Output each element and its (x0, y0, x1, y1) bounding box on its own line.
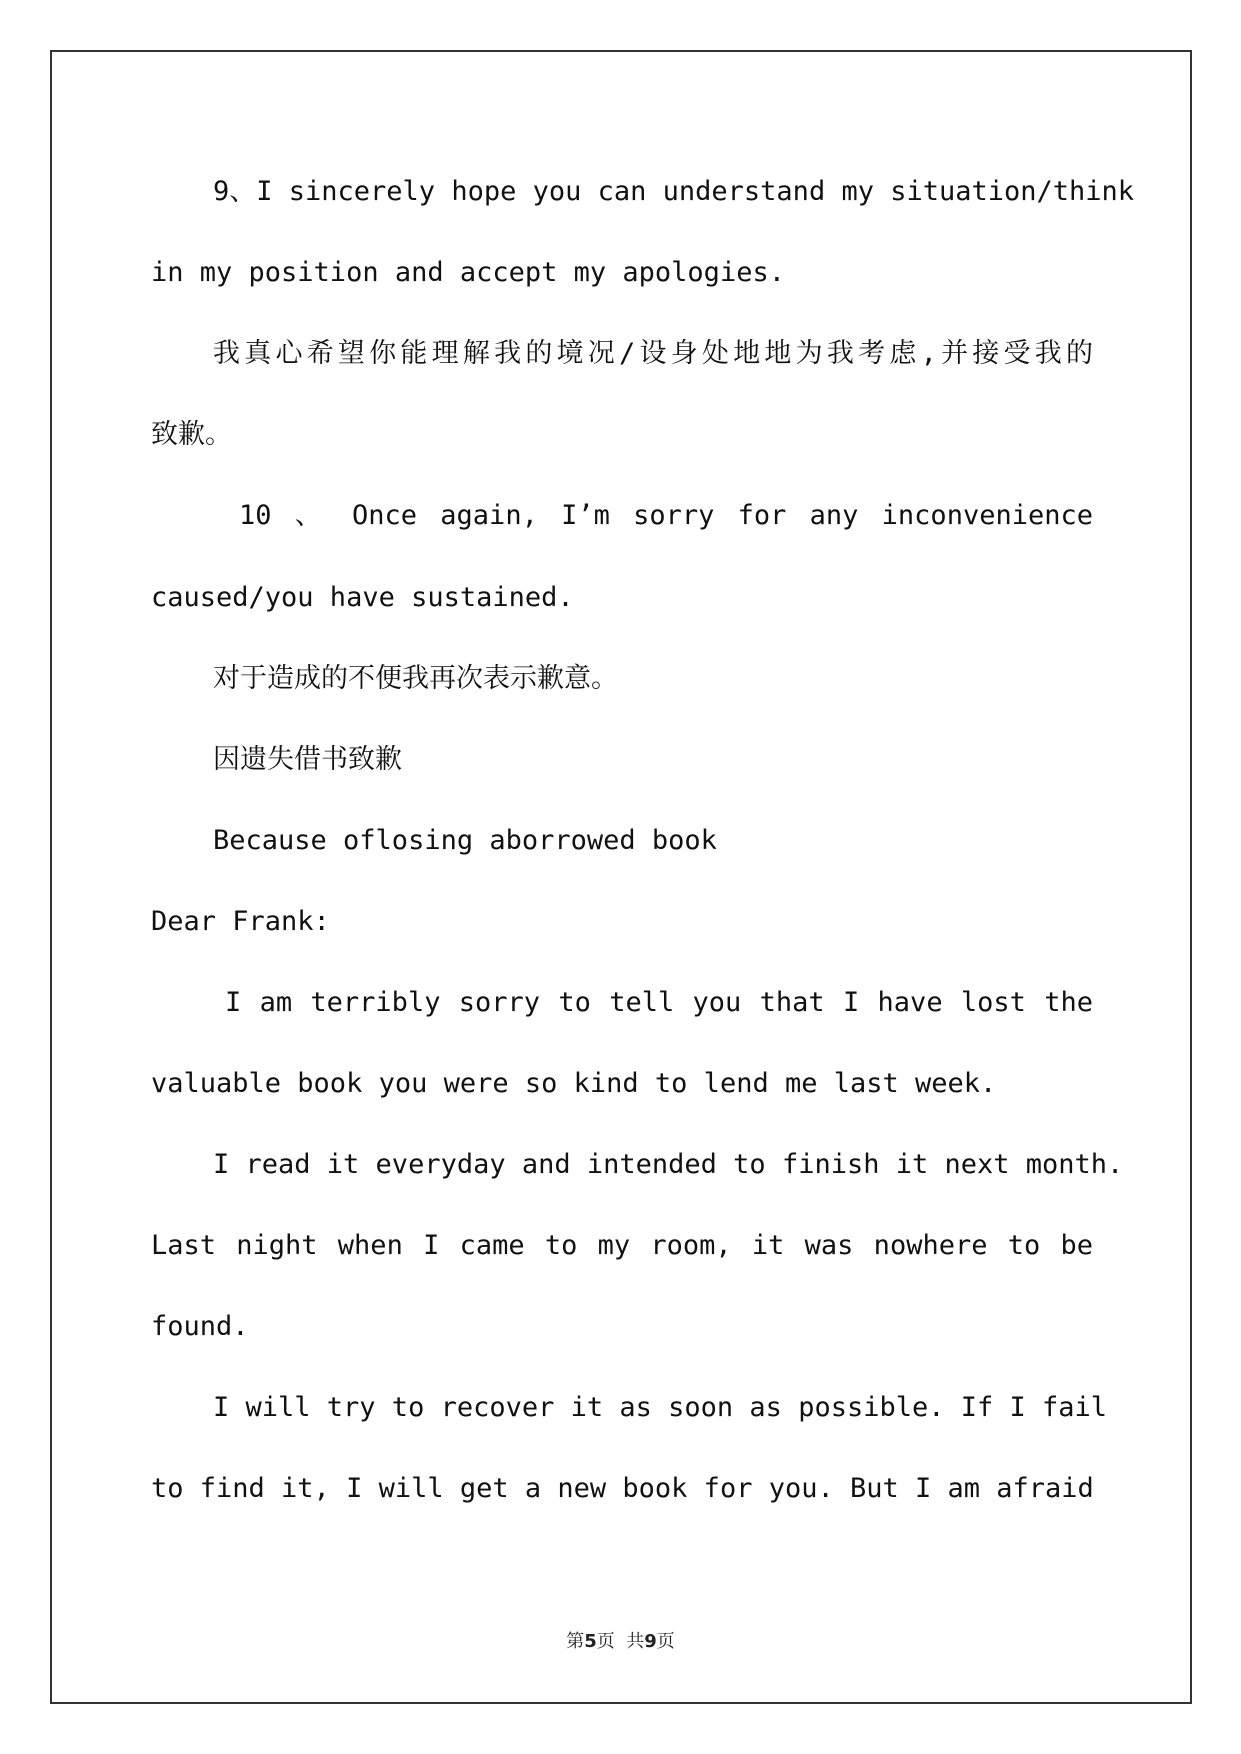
text-line-6: caused/you have sustained. (151, 582, 574, 613)
text-line-8: 因遗失借书致歉 (213, 744, 402, 775)
footer-mid: 页 共 (596, 1631, 645, 1652)
page-border (50, 50, 1192, 1704)
text-line-16: I will try to recover it as soon as possible. If I fail (213, 1392, 1108, 1423)
text-line-10: Dear Frank: (151, 906, 330, 937)
text-line-4: 致歉。 (151, 419, 232, 450)
text-line-1: 9、I sincerely hope you can understand my situation/think (213, 176, 1135, 207)
page-footer (0, 1627, 1241, 1653)
text-line-9: Because oflosing aborrowed book (213, 825, 717, 856)
footer-suffix: 页 (656, 1631, 675, 1652)
text-line-14: Last night when I came to my room, it was nowhere to be (151, 1230, 1093, 1261)
text-line-15: found. (151, 1311, 249, 1342)
text-line-5: 10 、 Once again, I’m sorry for any inconvenience (239, 500, 1093, 531)
text-line-17: to find it, I will get a new book for you. But I am afraid (151, 1473, 1094, 1504)
text-line-11: I am terribly sorry to tell you that I have lost the (225, 987, 1093, 1018)
text-line-13: I read it everyday and intended to finish it next month. (213, 1149, 1124, 1180)
total-page-number: 9 (644, 1631, 657, 1652)
current-page-number: 5 (584, 1631, 597, 1652)
text-line-2: in my position and accept my apologies. (151, 257, 785, 288)
text-line-7: 对于造成的不便我再次表示歉意。 (213, 663, 618, 694)
footer-prefix: 第 (566, 1631, 585, 1652)
text-line-12: valuable book you were so kind to lend me last week. (151, 1068, 997, 1099)
text-line-3: 我真心希望你能理解我的境况/设身处地地为我考虑,并接受我的 (213, 338, 1093, 369)
